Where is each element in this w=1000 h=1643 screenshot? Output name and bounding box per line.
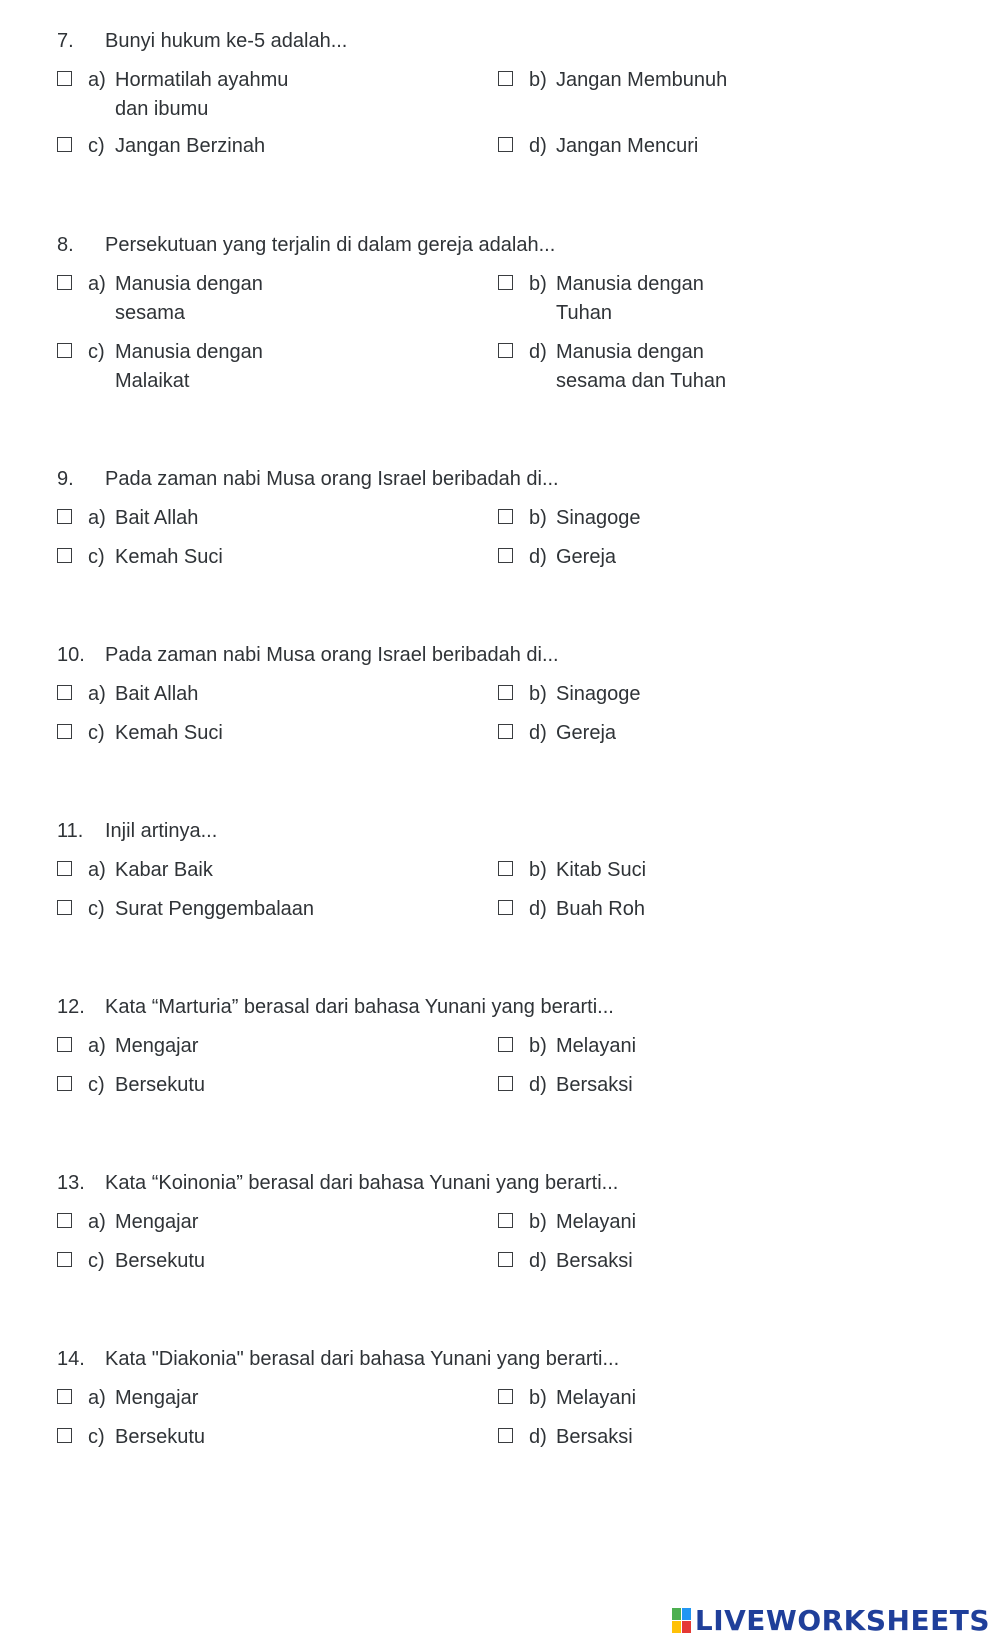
question-text: Kata “Koinonia” berasal dari bahasa Yunani yang berarti...: [105, 1172, 619, 1194]
option-text: Kabar Baik: [115, 859, 213, 881]
checkbox[interactable]: [498, 861, 513, 876]
question-stem: [57, 994, 614, 1020]
checkbox[interactable]: [57, 685, 72, 700]
option-letter: c): [88, 1074, 105, 1096]
option-letter: d): [529, 1074, 547, 1096]
option-letter: a): [88, 507, 106, 529]
option-letter: b): [529, 1035, 547, 1057]
checkbox[interactable]: [498, 71, 513, 86]
checkbox[interactable]: [498, 1389, 513, 1404]
checkbox[interactable]: [57, 1252, 72, 1267]
option-text: Jangan Mencuri: [556, 135, 699, 157]
option-letter: d): [529, 722, 547, 744]
option-text: Melayani: [556, 1211, 637, 1233]
option-text: Manusia dengan sesama dan Tuhan: [556, 341, 727, 392]
option-text: Bersaksi: [556, 1250, 633, 1272]
option-letter: d): [529, 1250, 547, 1272]
checkbox[interactable]: [498, 900, 513, 915]
option-letter: c): [88, 1426, 105, 1448]
question-text: Kata "Diakonia" berasal dari bahasa Yunani yang berarti...: [105, 1348, 620, 1370]
option-text: Sinagoge: [556, 507, 641, 529]
question-text: Persekutuan yang terjalin di dalam gereja adalah...: [105, 234, 556, 256]
option-letter: d): [529, 546, 547, 568]
option-letter: a): [88, 859, 106, 881]
liveworksheets-logo: [672, 1604, 990, 1637]
option-text: Gereja: [556, 722, 617, 744]
checkbox[interactable]: [498, 1428, 513, 1443]
option-letter: b): [529, 1387, 547, 1409]
checkbox[interactable]: [57, 861, 72, 876]
checkbox[interactable]: [57, 900, 72, 915]
logo-mark-square: [682, 1608, 691, 1620]
option-text: Bersaksi: [556, 1426, 633, 1448]
logo-mark-square: [682, 1621, 691, 1633]
option-text: Bersekutu: [115, 1426, 206, 1448]
option-text: Gereja: [556, 546, 617, 568]
question-text: Bunyi hukum ke-5 adalah...: [105, 30, 348, 52]
checkbox[interactable]: [498, 343, 513, 358]
option-letter: a): [88, 273, 106, 295]
option-text: Kemah Suci: [115, 722, 223, 744]
option-text: Buah Roh: [556, 898, 645, 920]
logo-mark-square: [672, 1608, 681, 1620]
checkbox[interactable]: [57, 275, 72, 290]
checkbox[interactable]: [57, 1213, 72, 1228]
option-letter: d): [529, 898, 547, 920]
question-number: 10.: [57, 644, 85, 666]
option-letter: c): [88, 898, 105, 920]
option-text: Jangan Membunuh: [556, 69, 728, 91]
checkbox[interactable]: [498, 137, 513, 152]
checkbox[interactable]: [498, 724, 513, 739]
option-text: Melayani: [556, 1387, 637, 1409]
option-text: Kemah Suci: [115, 546, 223, 568]
option-text: Mengajar: [115, 1035, 199, 1057]
question-stem: [57, 466, 559, 492]
option-text: Mengajar: [115, 1211, 199, 1233]
option-letter: a): [88, 1035, 106, 1057]
question-text: Injil artinya...: [105, 820, 218, 842]
option-letter: c): [88, 722, 105, 744]
option-letter: d): [529, 341, 547, 363]
question-number: 7.: [57, 30, 74, 52]
checkbox[interactable]: [57, 724, 72, 739]
checkbox[interactable]: [57, 137, 72, 152]
option-text: Manusia dengan Malaikat: [115, 341, 263, 392]
option-letter: c): [88, 135, 105, 157]
option-letter: a): [88, 1211, 106, 1233]
option-letter: b): [529, 507, 547, 529]
question-number: 11.: [57, 820, 84, 842]
question-stem: [57, 1170, 618, 1196]
option-letter: d): [529, 1426, 547, 1448]
checkbox[interactable]: [498, 548, 513, 563]
checkbox[interactable]: [57, 509, 72, 524]
checkbox[interactable]: [498, 275, 513, 290]
logo-text: LIVEWORKSHEETS: [694, 1604, 990, 1637]
option-text: Kitab Suci: [556, 859, 647, 881]
option-text: Surat Penggembalaan: [115, 898, 315, 920]
checkbox[interactable]: [498, 509, 513, 524]
option-text: Bersekutu: [115, 1074, 206, 1096]
checkbox[interactable]: [57, 1076, 72, 1091]
option-letter: c): [88, 546, 105, 568]
option-letter: b): [529, 683, 547, 705]
checkbox[interactable]: [57, 1389, 72, 1404]
checkbox[interactable]: [57, 343, 72, 358]
option-letter: a): [88, 1387, 106, 1409]
option-letter: c): [88, 341, 105, 363]
option-text: Jangan Berzinah: [115, 135, 266, 157]
question-text: Pada zaman nabi Musa orang Israel beribadah di...: [105, 644, 559, 666]
option-letter: d): [529, 135, 547, 157]
question-number: 14.: [57, 1348, 85, 1370]
option-text: Bersaksi: [556, 1074, 633, 1096]
checkbox[interactable]: [57, 1428, 72, 1443]
question-number: 9.: [57, 468, 74, 490]
question-number: 12.: [57, 996, 85, 1018]
option-letter: b): [529, 273, 547, 295]
question-text: Pada zaman nabi Musa orang Israel beribadah di...: [105, 468, 559, 490]
checkbox[interactable]: [498, 1252, 513, 1267]
checkbox[interactable]: [498, 1213, 513, 1228]
question-stem: [57, 818, 217, 844]
question-number: 8.: [57, 234, 74, 256]
question-stem: [57, 232, 555, 258]
option-letter: c): [88, 1250, 105, 1272]
question-stem: [57, 1346, 619, 1372]
option-text: Bersekutu: [115, 1250, 206, 1272]
option-letter: b): [529, 1211, 547, 1233]
question-number: 13.: [57, 1172, 85, 1194]
checkbox[interactable]: [57, 71, 72, 86]
option-text: Hormatilah ayahmu dan ibumu: [115, 69, 289, 120]
checkbox[interactable]: [498, 1076, 513, 1091]
question-stem: [57, 28, 347, 54]
checkbox[interactable]: [498, 685, 513, 700]
checkbox[interactable]: [57, 1037, 72, 1052]
option-text: Sinagoge: [556, 683, 641, 705]
logo-mark-icon: [672, 1608, 692, 1634]
option-letter: a): [88, 69, 106, 91]
option-text: Melayani: [556, 1035, 637, 1057]
checkbox[interactable]: [57, 548, 72, 563]
option-letter: b): [529, 69, 547, 91]
option-text: Mengajar: [115, 1387, 199, 1409]
option-letter: b): [529, 859, 547, 881]
option-text: Bait Allah: [115, 683, 199, 705]
question-text: Kata “Marturia” berasal dari bahasa Yunani yang berarti...: [105, 996, 614, 1018]
option-text: Manusia dengan Tuhan: [556, 273, 704, 324]
checkbox[interactable]: [498, 1037, 513, 1052]
logo-mark-square: [672, 1621, 681, 1633]
option-text: Bait Allah: [115, 507, 199, 529]
option-text: Manusia dengan sesama: [115, 273, 263, 324]
option-letter: a): [88, 683, 106, 705]
question-stem: [57, 642, 559, 668]
